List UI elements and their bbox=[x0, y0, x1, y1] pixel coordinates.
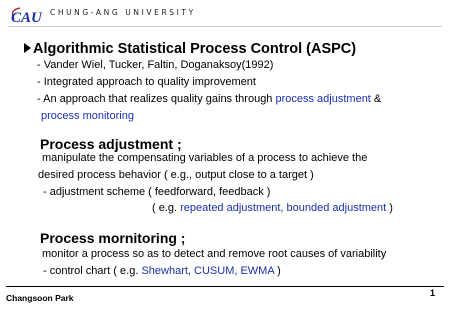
intro-line-2: - Integrated approach to quality improvement bbox=[37, 76, 256, 88]
adjustment-line-4: ( e.g. repeated adjustment, bounded adjustment ) bbox=[152, 202, 393, 214]
arrow-bullet-icon bbox=[24, 43, 31, 53]
slide-title: Algorithmic Statistical Process Control (ASPC) bbox=[24, 41, 356, 57]
intro-line-3: - An approach that realizes quality gains through process adjustment & bbox=[37, 93, 382, 105]
university-logo bbox=[8, 4, 46, 26]
monitoring-line-2: - control chart ( e.g. Shewhart, CUSUM, EWMA ) bbox=[43, 265, 281, 277]
intro-line-1: - Vander Wiel, Tucker, Faltin, Doganaksoy(1992) bbox=[37, 59, 274, 71]
intro-line-4: process monitoring bbox=[41, 110, 134, 122]
header-divider bbox=[8, 26, 442, 27]
adjustment-heading: Process adjustment ; bbox=[40, 136, 182, 152]
monitoring-heading: Process mornitoring ; bbox=[40, 230, 186, 246]
adjustment-line-1: manipulate the compensating variables of a process to achieve the bbox=[42, 152, 368, 164]
adjustment-line-2: desired process behavior ( e.g., output close to a target ) bbox=[38, 169, 314, 181]
university-name: CHUNG-ANG UNIVERSITY bbox=[50, 8, 196, 17]
footer-divider bbox=[6, 286, 444, 287]
footer-author: Changsoon Park bbox=[6, 293, 74, 303]
svg-text:CAU: CAU bbox=[11, 10, 42, 26]
monitoring-line-1: monitor a process so as to detect and remove root causes of variability bbox=[42, 248, 387, 260]
page-number: 1 bbox=[430, 288, 436, 298]
adjustment-line-3: - adjustment scheme ( feedforward, feedback ) bbox=[43, 186, 271, 198]
